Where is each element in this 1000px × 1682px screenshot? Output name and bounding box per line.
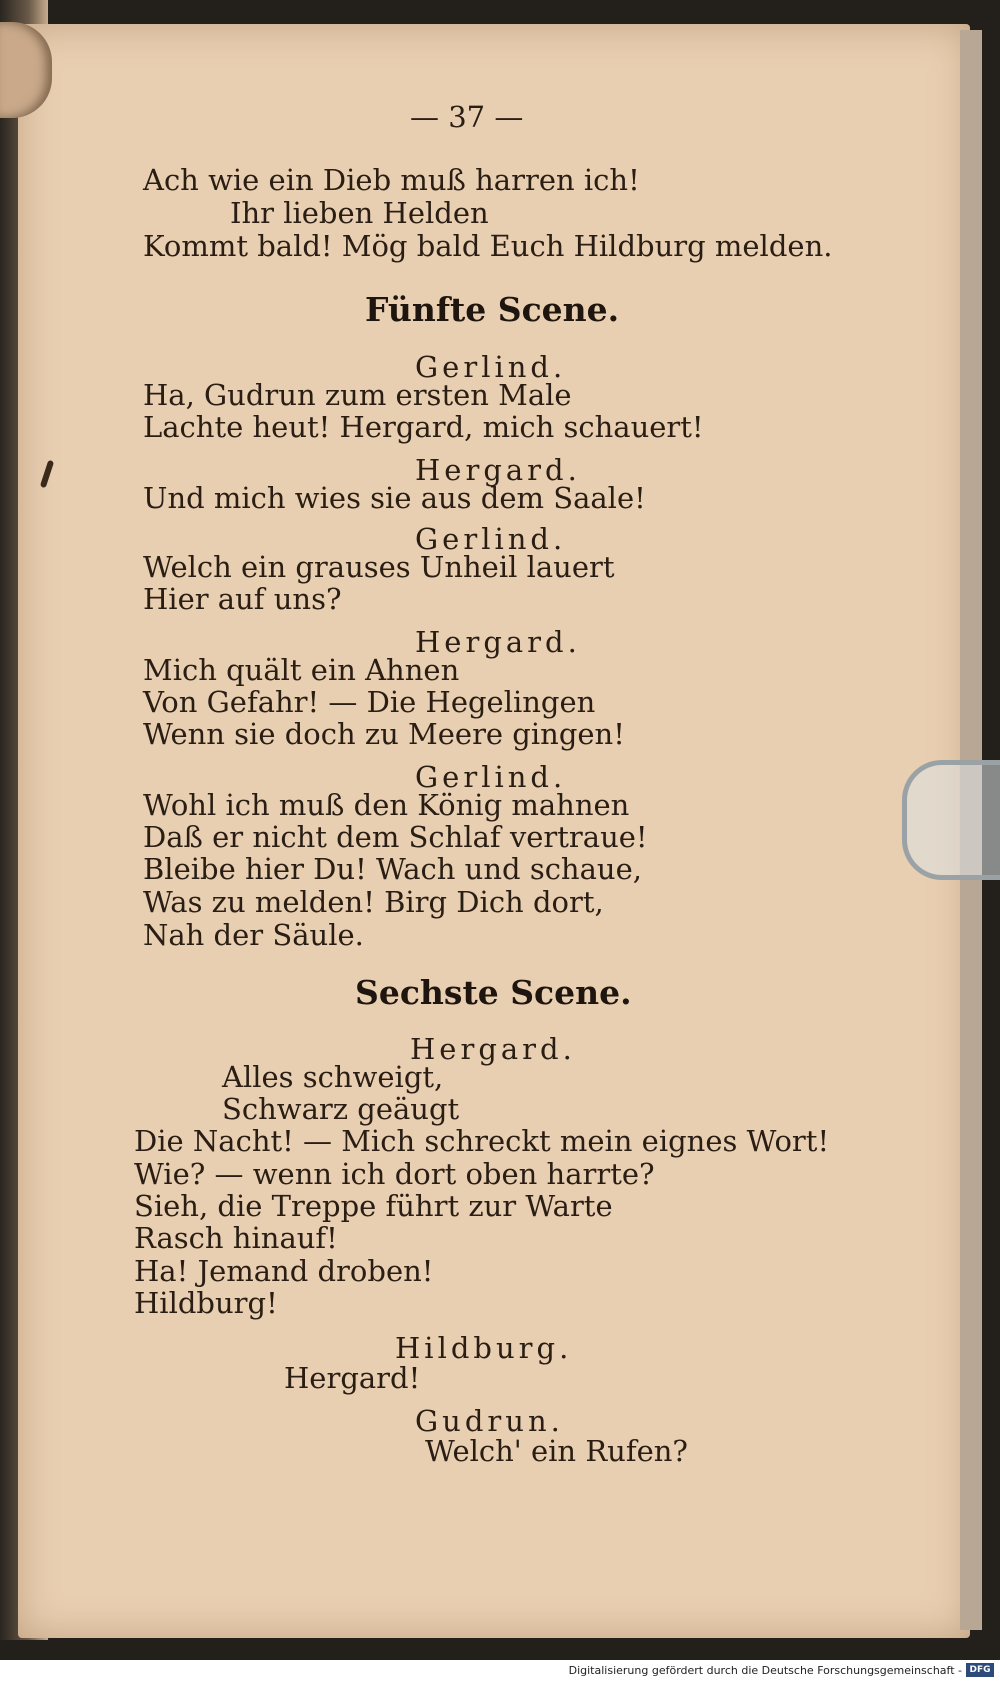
verse-line: Alles schweigt, <box>222 1060 444 1094</box>
scene-heading: Sechste Scene. <box>355 973 632 1012</box>
verse-line: Mich quält ein Ahnen <box>143 653 460 687</box>
verse-line: Ihr lieben Helden <box>230 196 489 230</box>
speaker-name: Gudrun. <box>415 1404 564 1438</box>
paper-clip <box>902 760 1000 880</box>
verse-line: Ha, Gudrun zum ersten Male <box>143 378 572 412</box>
verse-line: Hildburg! <box>134 1286 278 1320</box>
verse-line: Sieh, die Treppe führt zur Warte <box>134 1189 613 1223</box>
speaker-name: Gerlind. <box>415 350 567 384</box>
speaker-name: Hildburg. <box>395 1331 573 1365</box>
verse-line: Ach wie ein Dieb muß harren ich! <box>143 163 640 197</box>
verse-line: Schwarz geäugt <box>222 1092 460 1126</box>
speaker-name: Hergard. <box>415 625 581 659</box>
verse-line: Hergard! <box>284 1361 421 1395</box>
verse-line: Welch ein grauses Unheil lauert <box>143 550 615 584</box>
verse-line: Nah der Säule. <box>143 918 364 952</box>
verse-line: Und mich wies sie aus dem Saale! <box>143 481 646 515</box>
footer-credit: Digitalisierung gefördert durch die Deutsche Forschungsgemeinschaft - <box>568 1664 962 1677</box>
verse-line: Was zu melden! Birg Dich dort, <box>143 885 604 919</box>
verse-line: Lachte heut! Hergard, mich schauert! <box>143 410 704 444</box>
speaker-name: Gerlind. <box>415 522 567 556</box>
verse-line: Welch' ein Rufen? <box>425 1434 688 1468</box>
verse-line: Wie? — wenn ich dort oben harrte? <box>134 1157 655 1191</box>
verse-line: Kommt bald! Mög bald Euch Hildburg melden. <box>143 229 833 263</box>
scene-heading: Fünfte Scene. <box>365 290 620 329</box>
page-number: — 37 — <box>410 100 524 134</box>
dfg-logo: DFG <box>966 1663 994 1677</box>
verse-line: Die Nacht! — Mich schreckt mein eignes Wort! <box>134 1124 830 1158</box>
verse-line: Rasch hinauf! <box>134 1221 338 1255</box>
verse-line: Wenn sie doch zu Meere gingen! <box>143 717 625 751</box>
verse-line: Ha! Jemand droben! <box>134 1254 434 1288</box>
verse-line: Hier auf uns? <box>143 582 342 616</box>
verse-line: Daß er nicht dem Schlaf vertraue! <box>143 820 648 854</box>
speaker-name: Hergard. <box>410 1032 576 1066</box>
speaker-name: Gerlind. <box>415 760 567 794</box>
verse-line: Von Gefahr! — Die Hegelingen <box>143 685 596 719</box>
verse-line: Wohl ich muß den König mahnen <box>143 788 630 822</box>
speaker-name: Hergard. <box>415 453 581 487</box>
verse-line: Bleibe hier Du! Wach und schaue, <box>143 852 642 886</box>
